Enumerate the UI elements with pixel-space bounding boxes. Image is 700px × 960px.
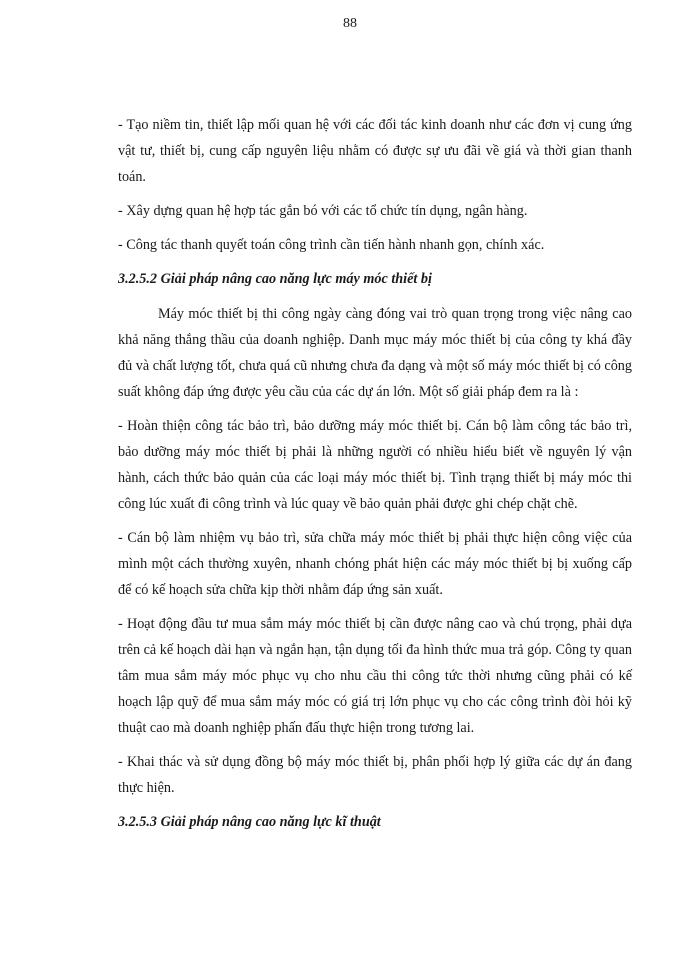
- paragraph-settlement: - Công tác thanh quyết toán công trình cần tiến hành nhanh gọn, chính xác.: [118, 237, 545, 253]
- paragraph-repair-staff: - Cán bộ làm nhiệm vụ bảo trì, sửa chữa máy móc thiết bị phải thực hiện công việc của mình một cách thường xuyên, nhanh chóng phát hiện các máy móc thiết bị bị xuống cấp để có kế hoạch sửa chữa kịp thời nhằm đáp ứng sản xuất.: [118, 530, 632, 598]
- paragraph-equipment-intro: Máy móc thiết bị thi công ngày càng đóng vai trò quan trọng trong việc nâng cao khả năng thắng thầu của doanh nghiệp. Danh mục máy móc thiết bị của công ty khá đầy đủ và chất lượng tốt, chưa quá cũ nhưng chưa đa dạng và một số máy móc thiết bị có công suất không đáp ứng được yêu cầu của các dự án lớn. Một số giải pháp đem ra là :: [118, 306, 632, 400]
- document-body: [118, 112, 632, 844]
- section-heading-equipment: 3.2.5.2 Giải pháp nâng cao năng lực máy móc thiết bị: [118, 271, 432, 287]
- paragraph-utilization: - Khai thác và sử dụng đồng bộ máy móc thiết bị, phân phối hợp lý giữa các dự án đang thực hiện.: [118, 754, 632, 796]
- paragraph-partner-trust: - Tạo niềm tin, thiết lập mối quan hệ với các đối tác kinh doanh như các đơn vị cung ứng vật tư, thiết bị, cung cấp nguyên liệu nhằm có được sự ưu đãi về giá và thời gian thanh toán.: [118, 117, 632, 185]
- page-number: 88: [343, 16, 357, 31]
- paragraph-maintenance: - Hoàn thiện công tác bảo trì, bảo dưỡng máy móc thiết bị. Cán bộ làm công tác bảo trì, bảo dưỡng máy móc thiết bị phải là những người có nhiều hiểu biết về nguyên lý vận hành, cách thức bảo quản của các loại máy móc thiết bị. Tình trạng thiết bị máy móc thi công lúc xuất đi công trình và lúc quay về bảo quản phải được ghi chép chặt chẽ.: [118, 418, 632, 512]
- paragraph-credit-relations: - Xây dựng quan hệ hợp tác gắn bó với các tổ chức tín dụng, ngân hàng.: [118, 203, 528, 219]
- paragraph-investment: - Hoạt động đầu tư mua sắm máy móc thiết bị cần được nâng cao và chú trọng, phải dựa trên cả kế hoạch dài hạn và ngắn hạn, tận dụng tối đa hình thức mua trả góp. Công ty quan tâm mua sắm máy móc phục vụ cho nhu cầu thi công tức thời nhưng cũng phải có kế hoạch lập quỹ để mua sắm máy móc có giá trị lớn phục vụ cho các công trình đòi hỏi kỹ thuật cao mà doanh nghiệp phấn đấu thực hiện trong tương lai.: [118, 616, 632, 736]
- section-heading-technical: 3.2.5.3 Giải pháp nâng cao năng lực kĩ thuật: [118, 814, 381, 830]
